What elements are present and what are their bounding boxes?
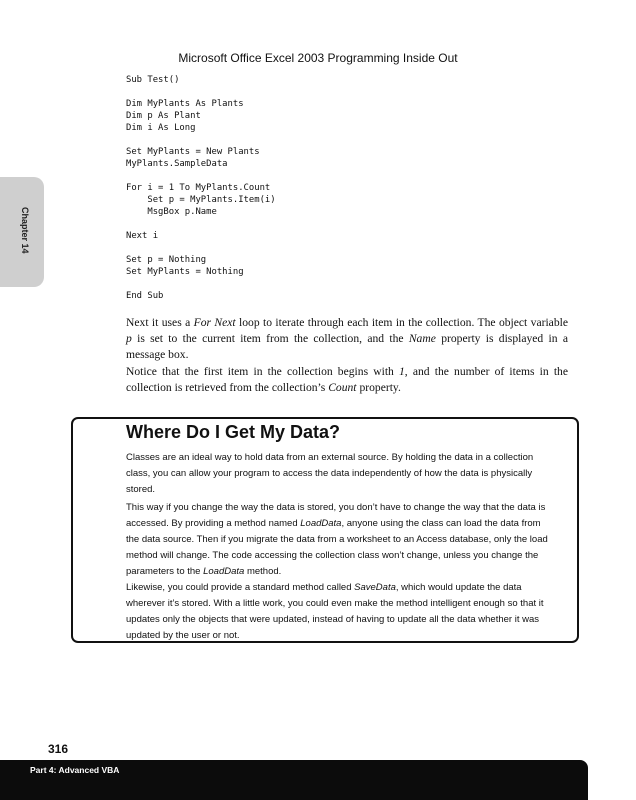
sidebar-title: Where Do I Get My Data? <box>126 422 341 442</box>
code-line: Dim i As Long <box>126 123 196 133</box>
code-line <box>126 170 276 182</box>
code-line: Dim MyPlants As Plants <box>126 99 244 109</box>
code-line: Set MyPlants = New Plants <box>126 147 260 157</box>
code-line <box>126 218 276 230</box>
sidebar-paragraph-2 <box>126 500 554 580</box>
code-line: MsgBox p.Name <box>126 207 217 217</box>
italic-term: Count <box>328 381 357 394</box>
text-run: method. <box>244 566 282 577</box>
text-run: Likewise, you could provide a standard method called <box>126 582 355 593</box>
page-number: 316 <box>48 742 69 756</box>
code-line <box>126 242 276 254</box>
code-line: Set p = MyPlants.Item(i) <box>126 195 276 205</box>
text-run: , anyone using the class can load the data from the data source. Then if you migrate the data from a worksheet to an Access database, only the load method will change. The code accessing the collection class won’t change, unless you change the parameters to the <box>126 518 548 577</box>
code-line: For i = 1 To MyPlants.Count <box>126 183 271 193</box>
text-run: loop to iterate through each item in the collection. The object variable <box>235 316 568 329</box>
code-line: End Sub <box>126 291 164 301</box>
italic-term: LoadData <box>203 566 245 577</box>
chapter-tab <box>0 177 44 287</box>
code-line <box>126 134 276 146</box>
footer-bar <box>0 760 588 800</box>
running-head: Microsoft Office Excel 2003 Programming Inside Out <box>178 51 458 65</box>
code-listing <box>126 74 276 302</box>
text-run: Next it uses a <box>126 316 194 329</box>
code-line: Next i <box>126 231 159 241</box>
text-run: This way if you change the way the data is stored, you don’t have to change the way that the data is accessed. By providing a method named <box>126 502 546 529</box>
code-line: Sub Test() <box>126 75 180 85</box>
text-run: property. <box>356 381 401 394</box>
sidebar-paragraph-3 <box>126 580 554 644</box>
italic-term: Name <box>408 332 436 345</box>
sidebar-paragraph-1: Classes are an ideal way to hold data from an external source. By holding the data in a collection class, you can allow your program to access the data independently of how the data is physically stored. <box>126 452 534 495</box>
code-line: Set MyPlants = Nothing <box>126 267 244 277</box>
footer-part-label: Part 4: Advanced VBA <box>30 765 120 775</box>
body-paragraph-2 <box>126 364 568 396</box>
italic-term: p <box>126 332 132 345</box>
code-line <box>126 86 276 98</box>
chapter-tab-label: Chapter 14 <box>20 207 30 254</box>
italic-term: 1 <box>399 365 405 378</box>
text-run: , which would update the data wherever it’s stored. With a little work, you could even make the method intelligent enough so that it updates only the objects that were updated, instead of having to update all the data whether it was updated by the user or not. <box>126 582 544 641</box>
text-run: Notice that the first item in the collection begins with <box>126 365 399 378</box>
body-paragraph-1 <box>126 315 568 363</box>
text-run: property is displayed in a message box. <box>126 332 568 361</box>
code-line <box>126 278 276 290</box>
code-line: Set p = Nothing <box>126 255 207 265</box>
italic-term: LoadData <box>300 518 342 529</box>
italic-term: For Next <box>193 316 236 329</box>
text-run: is set to the current item from the collection, and the <box>131 332 409 345</box>
italic-term: SaveData <box>354 582 396 593</box>
text-run: , and the number of items in the collection is retrieved from the collection’s <box>126 365 569 394</box>
code-line: Dim p As Plant <box>126 111 201 121</box>
code-line: MyPlants.SampleData <box>126 159 228 169</box>
